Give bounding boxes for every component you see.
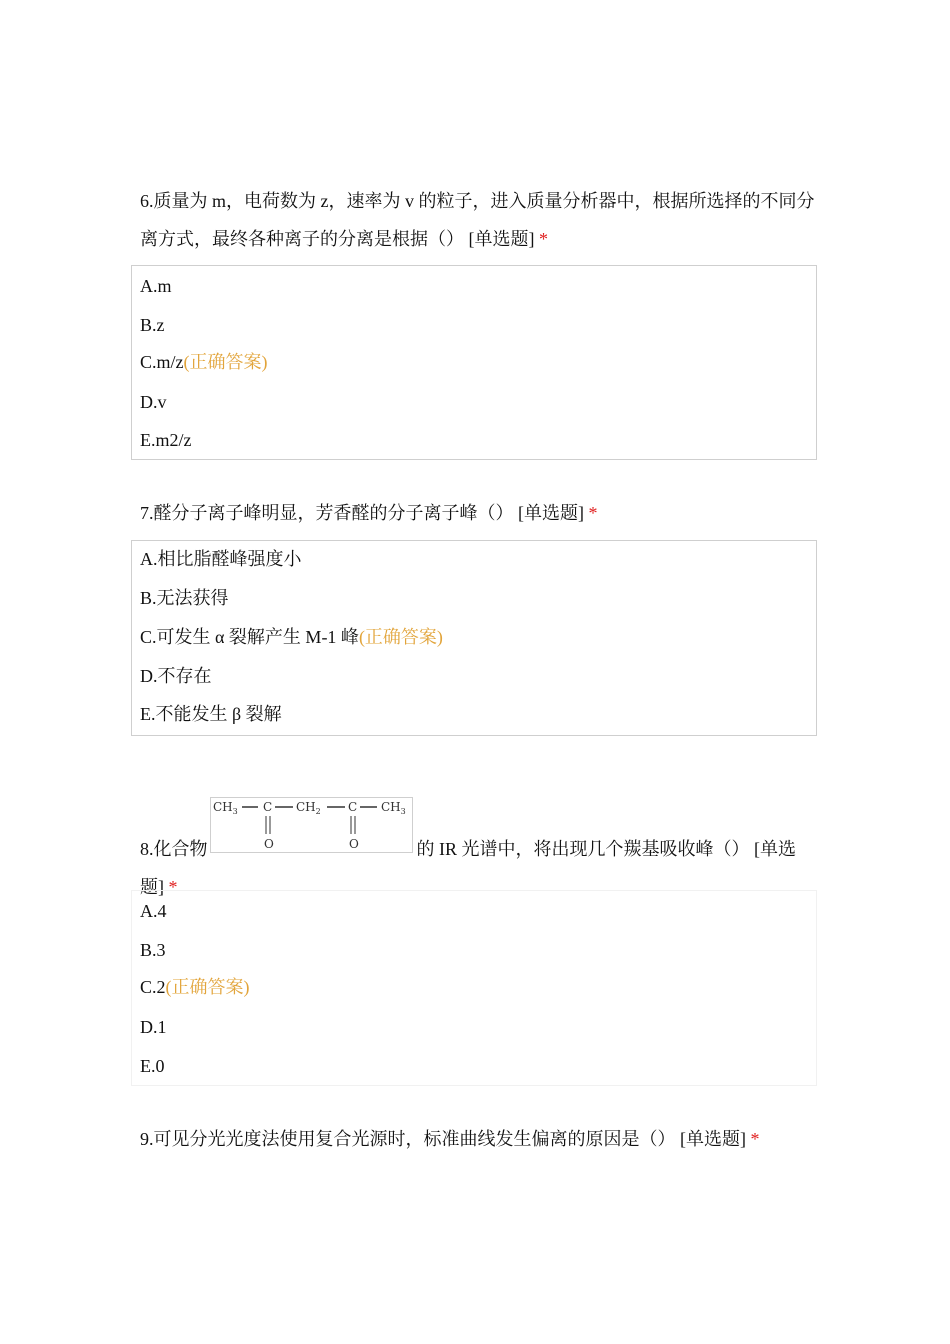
question-7-options bbox=[131, 540, 817, 736]
option-c[interactable] bbox=[140, 625, 443, 649]
structure-group-5: $CH_3$ bbox=[380, 800, 406, 816]
option-c[interactable] bbox=[140, 350, 268, 374]
question-title-suffix: 的 IR 光谱中，将出现几个羰基吸收峰（） [单选 bbox=[416, 839, 796, 859]
option-label: C.可发生 α 裂解产生 M-1 峰 bbox=[140, 627, 359, 647]
question-title-text: 9.可见分光光度法使用复合光源时，标准曲线发生偏离的原因是（） [单选题] bbox=[140, 1129, 751, 1149]
chemical-structure-image bbox=[210, 797, 413, 853]
option-label: A.4 bbox=[140, 901, 167, 921]
question-8-options bbox=[131, 890, 817, 1086]
option-a[interactable] bbox=[140, 274, 172, 298]
question-6-title bbox=[140, 182, 820, 258]
structure-group-4: C bbox=[347, 800, 357, 814]
option-label: B.3 bbox=[140, 940, 166, 960]
option-label: D.1 bbox=[140, 1017, 167, 1037]
question-title-text: 6.质量为 m，电荷数为 z，速率为 v 的粒子，进入质量分析器中，根据所选择的不同分离方式，最终各种离子的分离是根据（） [单选题] bbox=[140, 191, 815, 249]
option-b[interactable] bbox=[140, 586, 229, 610]
option-label: E.m2/z bbox=[140, 430, 192, 450]
structure-oxygen-2: O bbox=[348, 837, 359, 851]
required-mark: * bbox=[750, 1129, 760, 1149]
option-e[interactable] bbox=[140, 702, 282, 726]
required-mark: * bbox=[539, 229, 548, 249]
option-label: B.无法获得 bbox=[140, 588, 229, 608]
structure-group-1: $CH_3$ bbox=[212, 800, 238, 816]
structure-oxygen-1: O bbox=[263, 837, 274, 851]
option-label: A.m bbox=[140, 276, 172, 296]
option-label: E.0 bbox=[140, 1056, 165, 1076]
option-e[interactable] bbox=[140, 428, 192, 452]
option-a[interactable] bbox=[140, 547, 302, 571]
option-a[interactable] bbox=[140, 899, 167, 923]
correct-answer-tag: (正确答案) bbox=[358, 627, 443, 647]
correct-answer-tag: (正确答案) bbox=[165, 977, 250, 997]
question-title-text: 7.醛分子离子峰明显，芳香醛的分子离子峰（） [单选题] bbox=[140, 503, 589, 523]
option-label: B.z bbox=[140, 315, 165, 335]
question-6-options bbox=[131, 265, 817, 460]
option-label: E.不能发生 β 裂解 bbox=[140, 704, 282, 724]
option-label: C.2 bbox=[140, 977, 166, 997]
option-b[interactable] bbox=[140, 313, 165, 337]
chemical-structure-drawing bbox=[211, 798, 412, 852]
question-title-line2: 题] bbox=[140, 877, 169, 897]
question-title-prefix: 8.化合物 bbox=[140, 839, 208, 859]
question-9-title bbox=[140, 1120, 820, 1158]
option-d[interactable] bbox=[140, 664, 212, 688]
required-mark: * bbox=[168, 877, 178, 897]
option-e[interactable] bbox=[140, 1054, 165, 1078]
correct-answer-tag: (正确答案) bbox=[183, 352, 268, 372]
option-label: A.相比脂醛峰强度小 bbox=[140, 549, 302, 569]
required-mark: * bbox=[588, 503, 598, 523]
structure-group-2: C bbox=[262, 800, 272, 814]
question-7-title bbox=[140, 494, 820, 532]
option-b[interactable] bbox=[140, 938, 166, 962]
option-label: D.v bbox=[140, 392, 167, 412]
structure-group-3: $CH_2$ bbox=[295, 800, 321, 816]
option-label: C.m/z bbox=[140, 352, 184, 372]
option-label: D.不存在 bbox=[140, 666, 212, 686]
option-d[interactable] bbox=[140, 1015, 167, 1039]
option-d[interactable] bbox=[140, 390, 167, 414]
option-c[interactable] bbox=[140, 975, 250, 999]
